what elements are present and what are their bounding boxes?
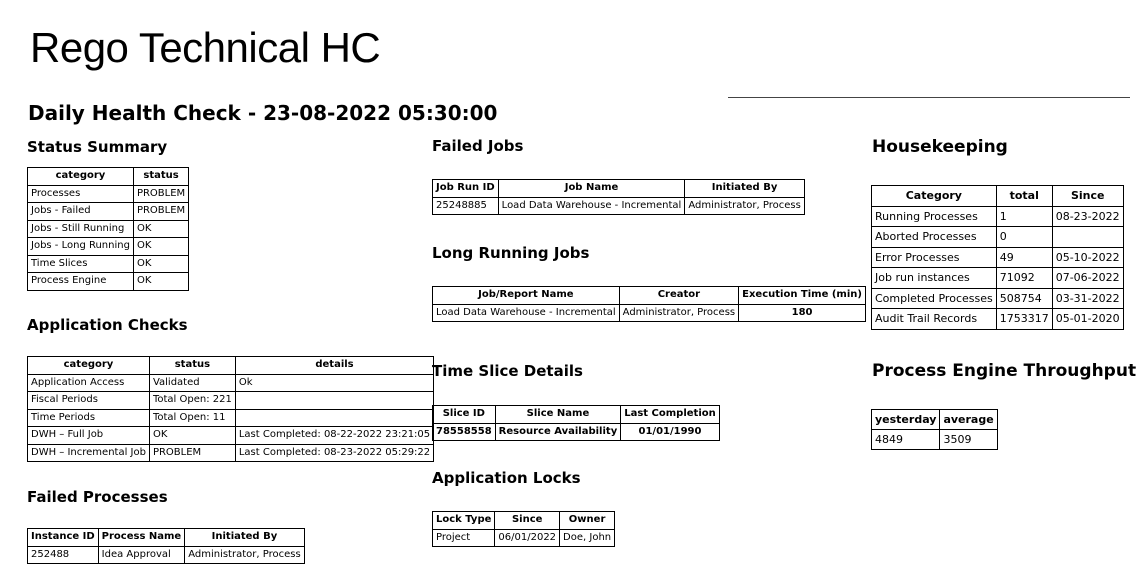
table-cell: Load Data Warehouse - Incremental [433,304,620,322]
column-header: Last Completion [621,406,720,424]
column-header: status [149,357,235,375]
table-cell: 4849 [872,430,940,450]
table-row [28,546,305,564]
table-cell: 08-23-2022 [1052,206,1123,227]
column-header: Job Run ID [433,180,499,198]
table-cell: 06/01/2022 [495,529,560,547]
column-header: Category [872,186,997,207]
column-header: Process Name [98,529,185,547]
long-running-jobs-heading: Long Running Jobs [432,244,590,262]
column-header: Instance ID [28,529,99,547]
table-cell: 01/01/1990 [621,423,720,441]
throughput-table [871,409,998,450]
table-cell: PROBLEM [149,444,235,462]
table-row [28,238,189,256]
table-cell: 252488 [28,546,99,564]
failed-jobs-heading: Failed Jobs [432,137,524,155]
column-header: Execution Time (min) [739,287,866,305]
time-slice-details-heading: Time Slice Details [432,362,583,380]
table-row [28,444,434,462]
table-header-row [872,410,998,430]
table-row [872,268,1124,289]
column-header: average [940,410,997,430]
table-cell: Last Completed: 08-23-2022 05:29:22 [235,444,433,462]
table-row [28,273,189,291]
report-title: Daily Health Check - 23-08-2022 05:30:00 [28,101,498,125]
failed-jobs-table [432,179,805,215]
table-cell: Jobs - Failed [28,203,134,221]
table-cell [235,409,433,427]
application-locks-table [432,511,615,547]
table-cell: Total Open: 11 [149,409,235,427]
column-header: Job Name [498,180,685,198]
table-cell: Error Processes [872,247,997,268]
column-header: details [235,357,433,375]
table-row [28,185,189,203]
table-cell: PROBLEM [133,203,188,221]
table-cell: Jobs - Long Running [28,238,134,256]
table-cell: OK [133,238,188,256]
table-row [433,529,615,547]
column-header: yesterday [872,410,940,430]
column-header: status [133,168,188,186]
table-cell [235,392,433,410]
column-header: category [28,357,150,375]
table-cell: Last Completed: 08-22-2022 23:21:05 [235,427,433,445]
table-cell: Validated [149,374,235,392]
column-header: Creator [619,287,738,305]
table-cell: OK [133,220,188,238]
table-cell: Administrator, Process [685,197,804,215]
table-cell: Process Engine [28,273,134,291]
table-cell: Resource Availability [495,423,621,441]
table-header-row [433,287,866,305]
table-cell: 05-10-2022 [1052,247,1123,268]
column-header: Since [495,512,560,530]
table-cell: OK [133,255,188,273]
table-cell: Time Slices [28,255,134,273]
table-row [872,227,1124,248]
column-header: Initiated By [685,180,804,198]
table-cell: OK [133,273,188,291]
table-row [28,374,434,392]
column-header: Since [1052,186,1123,207]
table-cell: Ok [235,374,433,392]
table-cell: 3509 [940,430,997,450]
table-row [28,392,434,410]
application-locks-heading: Application Locks [432,469,581,487]
long-running-jobs-table [432,286,866,322]
brand-title: Rego Technical HC [30,24,381,71]
column-header: Slice ID [433,406,496,424]
table-row [28,427,434,445]
table-cell: 508754 [996,288,1052,309]
table-cell: Jobs - Still Running [28,220,134,238]
column-header: Initiated By [185,529,304,547]
table-row [433,423,720,441]
table-row [28,203,189,221]
throughput-heading: Process Engine Throughput [872,361,1137,381]
time-slice-details-table [432,405,720,441]
status-summary-heading: Status Summary [27,138,168,156]
failed-processes-heading: Failed Processes [27,488,168,506]
table-cell: 0 [996,227,1052,248]
table-cell: Total Open: 221 [149,392,235,410]
failed-processes-table [27,528,305,564]
table-header-row [28,357,434,375]
table-row [872,430,998,450]
table-cell: 05-01-2020 [1052,309,1123,330]
table-cell: 180 [739,304,866,322]
table-row [28,409,434,427]
table-cell: Idea Approval [98,546,185,564]
housekeeping-heading: Housekeeping [872,137,1008,157]
table-row [872,247,1124,268]
housekeeping-table [871,185,1124,330]
table-cell: Fiscal Periods [28,392,150,410]
table-header-row [872,186,1124,207]
table-row [872,206,1124,227]
column-header: Slice Name [495,406,621,424]
table-row [433,304,866,322]
table-header-row [433,180,805,198]
table-row [28,255,189,273]
table-cell: Completed Processes [872,288,997,309]
table-cell [1052,227,1123,248]
table-cell: Running Processes [872,206,997,227]
table-header-row [28,529,305,547]
column-header: Job/Report Name [433,287,620,305]
table-cell: 78558558 [433,423,496,441]
table-row [28,220,189,238]
table-cell: OK [149,427,235,445]
table-cell: Application Access [28,374,150,392]
table-cell: Aborted Processes [872,227,997,248]
application-checks-table [27,356,434,462]
table-cell: DWH – Incremental Job [28,444,150,462]
table-cell: Audit Trail Records [872,309,997,330]
table-header-row [28,168,189,186]
table-header-row [433,512,615,530]
table-row [872,309,1124,330]
table-cell: Processes [28,185,134,203]
table-cell: Job run instances [872,268,997,289]
table-cell: 1 [996,206,1052,227]
table-cell: 07-06-2022 [1052,268,1123,289]
status-summary-table [27,167,189,291]
column-header: Lock Type [433,512,495,530]
table-cell: DWH – Full Job [28,427,150,445]
table-cell: PROBLEM [133,185,188,203]
table-cell: 49 [996,247,1052,268]
application-checks-heading: Application Checks [27,316,188,334]
column-header: category [28,168,134,186]
column-header: Owner [560,512,615,530]
table-cell: Administrator, Process [619,304,738,322]
table-cell: 1753317 [996,309,1052,330]
table-cell: Administrator, Process [185,546,304,564]
table-cell: Project [433,529,495,547]
table-cell: 03-31-2022 [1052,288,1123,309]
table-cell: 71092 [996,268,1052,289]
table-cell: 25248885 [433,197,499,215]
header-divider [728,97,1130,98]
table-header-row [433,406,720,424]
table-cell: Time Periods [28,409,150,427]
table-row [872,288,1124,309]
table-row [433,197,805,215]
table-cell: Doe, John [560,529,615,547]
column-header: total [996,186,1052,207]
table-cell: Load Data Warehouse - Incremental [498,197,685,215]
